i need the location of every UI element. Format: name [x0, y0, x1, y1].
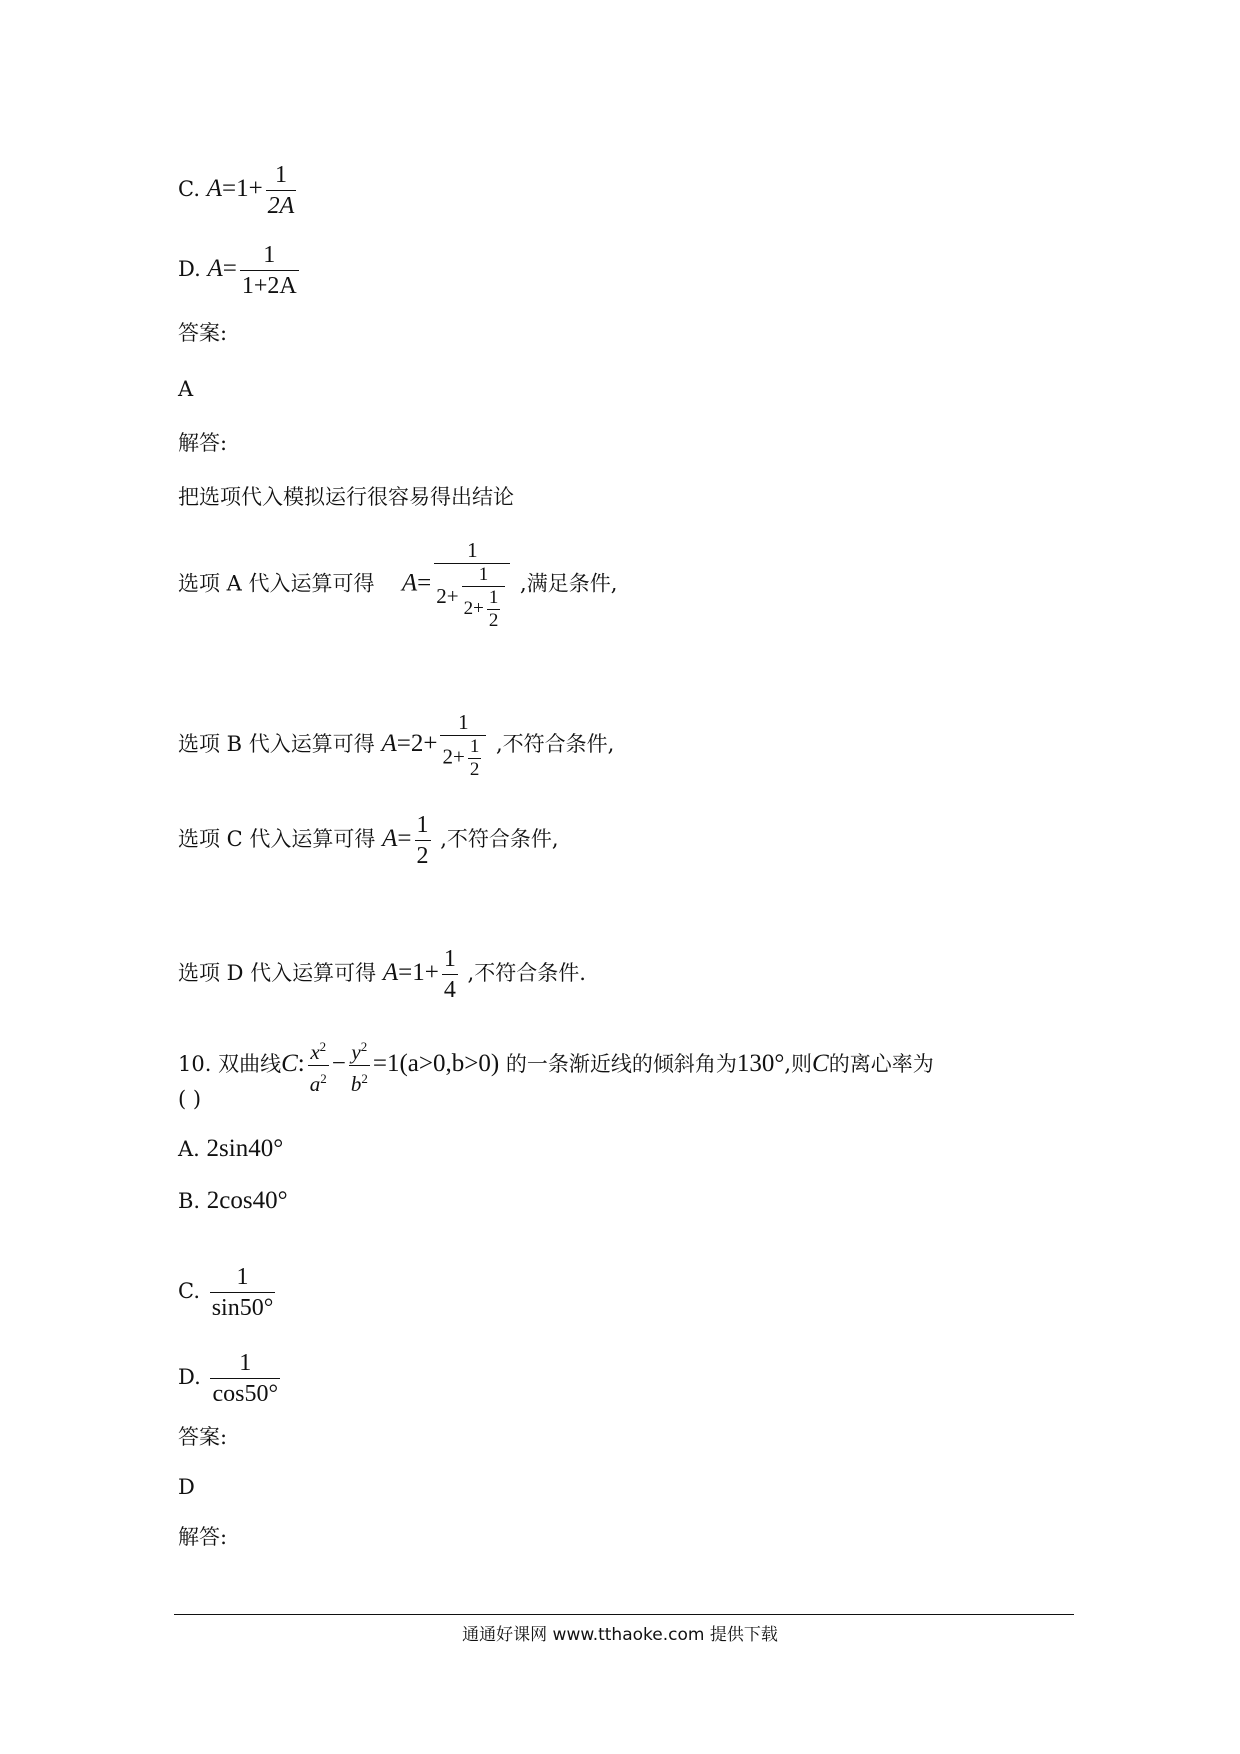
fraction: $\frac{1}{\sin 50^\circ}$	[211, 1264, 274, 1321]
fraction-y2-b2: $\frac{y^2}{b^2}$	[349, 1034, 370, 1097]
footer-text: 通通好课网 www.tthaoke.com 提供下载	[462, 1625, 778, 1645]
fraction: $\frac{1}{\cos 50^\circ}$	[212, 1350, 279, 1407]
answer-label: 答案:	[178, 321, 228, 345]
solution-label: 解答:	[178, 1525, 228, 1549]
fraction: $\frac{1}{2}$	[416, 812, 429, 869]
answer-label: 答案:	[178, 1425, 228, 1449]
solution-line-b: 选项 B 代入运算可得 A=2+ 1 2+ $\frac{1}{2}$ ,不符合条件,	[178, 710, 615, 780]
continued-fraction: 1 2+ 1 2+ $\frac{1}{2}$	[434, 538, 510, 632]
option-label: D.	[178, 257, 201, 281]
answer-parentheses: ( )	[178, 1087, 202, 1111]
footer-divider	[174, 1614, 1074, 1615]
q10-option-a: A. 2sin40°	[178, 1135, 284, 1162]
solution-intro: 把选项代入模拟运行很容易得出结论	[178, 485, 514, 509]
question-number: 10.	[178, 1052, 212, 1076]
option-label: C.	[178, 177, 200, 201]
fraction: $\frac{1}{2A}$	[267, 162, 295, 219]
q9-option-d: D. A= $\frac{1}{1+2A}$	[178, 242, 297, 299]
fraction-x2-a2: $\frac{x^2}{a^2}$	[308, 1034, 329, 1097]
solution-line-c: 选项 C 代入运算可得 A= $\frac{1}{2}$ ,不符合条件,	[178, 812, 559, 869]
answer-value: A	[178, 377, 194, 401]
solution-line-d: 选项 D 代入运算可得 A=1+ $\frac{1}{4}$ ,不符合条件.	[178, 946, 586, 1003]
q10-option-d: D. $\frac{1}{\cos 50^\circ}$	[178, 1350, 279, 1407]
fraction: $\frac{1}{4}$	[443, 946, 456, 1003]
fraction: 1 2+ $\frac{1}{2}$	[440, 710, 486, 781]
solution-line-a: 选项 A 代入运算可得 A= 1 2+ 1 2+ $\frac{1}{2}$ ,满足条件,	[178, 538, 618, 631]
q9-option-c: C. A=1+ $\frac{1}{2A}$	[178, 162, 295, 219]
answer-value: D	[178, 1475, 195, 1499]
q10-option-b: B. 2cos40°	[178, 1187, 288, 1214]
fraction: $\frac{1}{1+2A}$	[241, 242, 297, 299]
q10-option-c: C. $\frac{1}{\sin 50^\circ}$	[178, 1264, 274, 1321]
solution-label: 解答:	[178, 431, 228, 455]
q10-stem: 10. 双曲线C: $\frac{x^2}{a^2}$ − $\frac{y^2}{b^2}$ =1(a>0,b>0) 的一条渐近线的倾斜角为130°,则C的离心率为	[178, 1034, 934, 1097]
